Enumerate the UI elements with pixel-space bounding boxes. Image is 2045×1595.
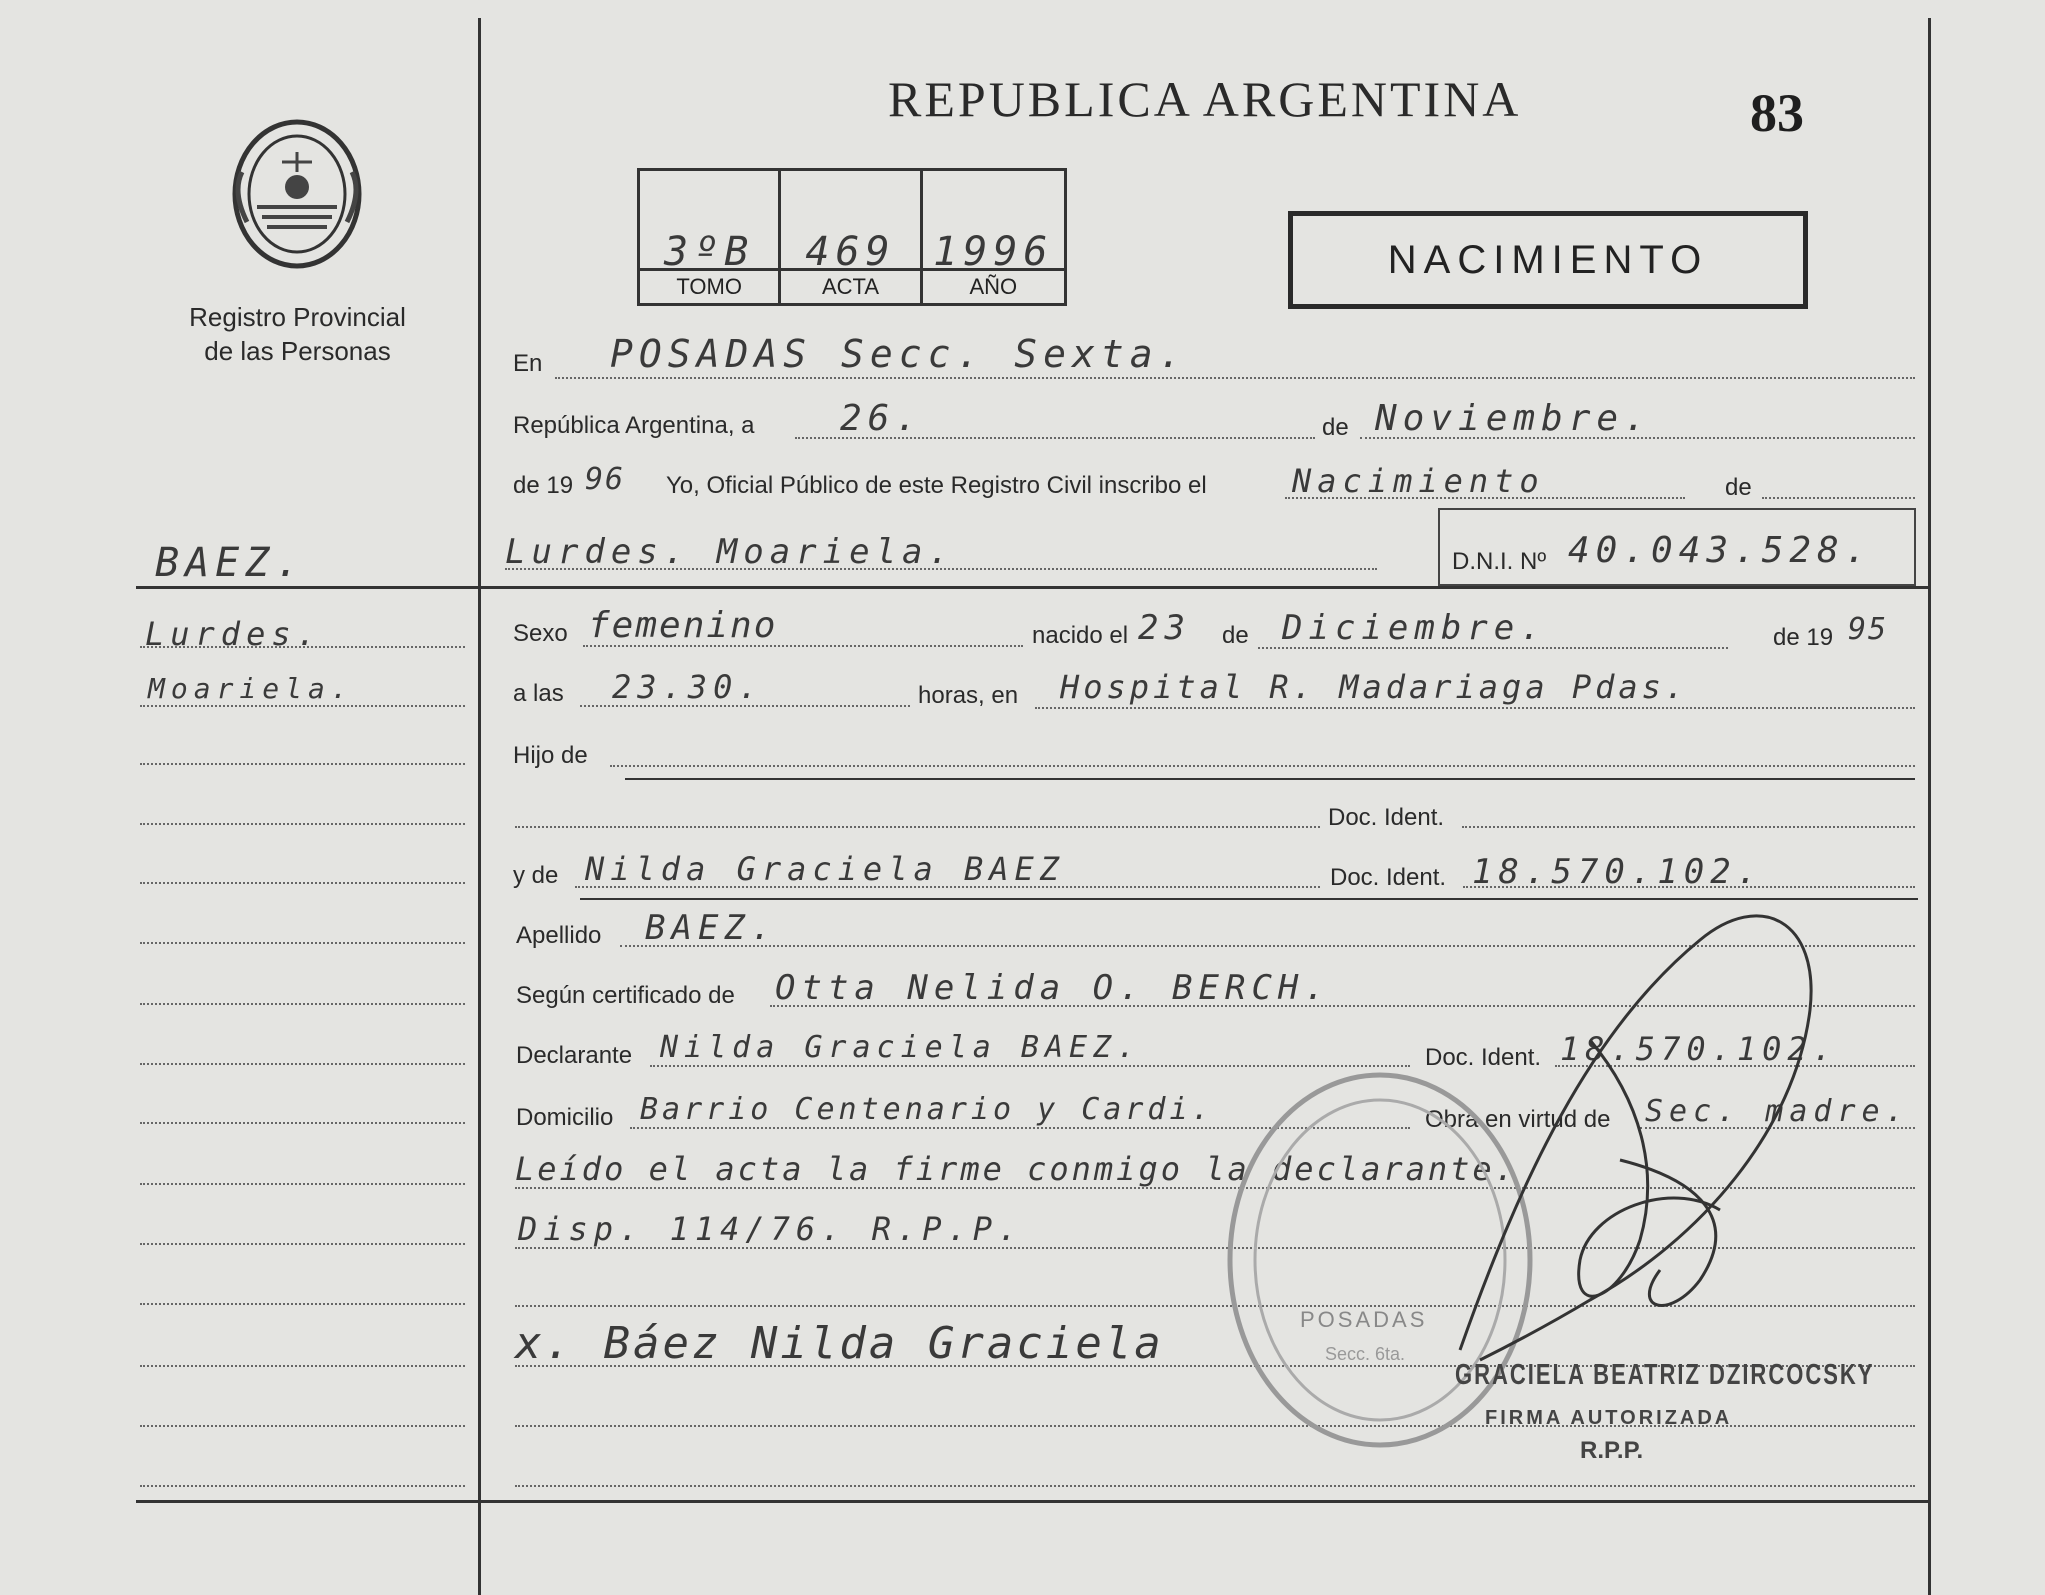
acta-value: 469 bbox=[805, 229, 896, 275]
tomo-label: TOMO bbox=[640, 268, 778, 303]
officer-name-stamp: GRACIELA BEATRIZ DZIRCOCSKY bbox=[1455, 1358, 1875, 1391]
birth-day-value: 23 bbox=[1138, 608, 1191, 648]
margin-line bbox=[140, 942, 465, 944]
sexo-label: Sexo bbox=[513, 620, 568, 647]
segun-value: Otta Nelida O. BERCH. bbox=[775, 968, 1331, 1008]
record-number-table bbox=[637, 168, 1067, 306]
yo-oficial-label: Yo, Oficial Público de este Registro Civil inscribo el bbox=[666, 472, 1207, 499]
margin-line bbox=[140, 763, 465, 765]
month-value: Noviembre. bbox=[1375, 398, 1652, 439]
hijo-de-line bbox=[610, 765, 1915, 767]
hijo-de-label: Hijo de bbox=[513, 742, 588, 769]
day-value: 26. bbox=[840, 398, 924, 439]
margin-line bbox=[140, 1425, 465, 1427]
inscribo-value: Nacimiento bbox=[1292, 462, 1545, 500]
stamp-city: POSADAS bbox=[1300, 1307, 1428, 1332]
page-number: 83 bbox=[1750, 83, 1804, 143]
anio-value: 1996 bbox=[933, 229, 1054, 275]
mother-doc-value: 18.570.102. bbox=[1472, 852, 1764, 892]
horas-en-label: horas, en bbox=[918, 682, 1019, 709]
birth-month-value: Diciembre. bbox=[1282, 608, 1547, 648]
margin-surname: BAEZ. bbox=[155, 540, 306, 586]
hour-value: 23.30. bbox=[612, 668, 764, 706]
de-label: de bbox=[1322, 414, 1349, 441]
blank-line bbox=[515, 1485, 1915, 1487]
margin-line bbox=[140, 1243, 465, 1245]
republica-label: República Argentina, a bbox=[513, 412, 755, 439]
margin-line bbox=[140, 1063, 465, 1065]
margin-line bbox=[140, 1122, 465, 1124]
apellido-value: BAEZ. bbox=[645, 908, 778, 948]
margin-line bbox=[140, 1183, 465, 1185]
margin-line bbox=[140, 1003, 465, 1005]
margin-line bbox=[140, 823, 465, 825]
declarante-doc-value: 18.570.102. bbox=[1560, 1030, 1838, 1068]
left-column-divider bbox=[478, 18, 481, 1595]
anio-label: AÑO bbox=[923, 268, 1064, 303]
acta-cell bbox=[781, 171, 922, 303]
record-type-box: NACIMIENTO bbox=[1288, 211, 1808, 309]
registry-name-line1: Registro Provincial bbox=[189, 302, 406, 332]
registry-name-line2: de las Personas bbox=[204, 336, 391, 366]
anio-cell bbox=[923, 171, 1064, 303]
stamp-section: Secc. 6ta. bbox=[1325, 1344, 1406, 1364]
y-de-label: y de bbox=[513, 862, 559, 889]
sexo-value: femenino bbox=[588, 605, 778, 646]
page-title: REPUBLICA ARGENTINA bbox=[888, 71, 1522, 127]
place-value: Hospital R. Madariaga Pdas. bbox=[1060, 668, 1689, 706]
margin-given-name-2: Moariela. bbox=[148, 672, 354, 705]
acta-label: ACTA bbox=[781, 268, 919, 303]
de-label-2: de bbox=[1725, 474, 1752, 501]
segun-label: Según certificado de bbox=[516, 982, 735, 1009]
firma-autorizada-stamp: FIRMA AUTORIZADA bbox=[1485, 1407, 1733, 1429]
year-prefix-label: de 19 bbox=[513, 472, 574, 499]
en-line bbox=[555, 377, 1915, 379]
provincial-emblem-icon bbox=[222, 112, 372, 277]
margin-line bbox=[140, 1365, 465, 1367]
obra-label: Obra en virtud de bbox=[1425, 1106, 1611, 1133]
rpp-stamp: R.P.P. bbox=[1580, 1437, 1644, 1464]
registry-name bbox=[170, 300, 425, 368]
place-line bbox=[1035, 707, 1915, 709]
declarante-signature: x. Báez Nilda Graciela bbox=[515, 1318, 1164, 1369]
right-border bbox=[1928, 18, 1931, 1595]
margin-line bbox=[140, 1303, 465, 1305]
margin-line bbox=[140, 705, 465, 707]
nacido-label: nacido el bbox=[1032, 622, 1129, 649]
obra-value: Sec. madre. bbox=[1645, 1094, 1910, 1129]
birth-year-suffix-value: 95 bbox=[1848, 612, 1889, 647]
tomo-value: 3ºB bbox=[664, 229, 755, 275]
margin-line bbox=[140, 882, 465, 884]
note-line-2-text: Disp. 114/76. R.P.P. bbox=[518, 1210, 1024, 1248]
declarante-label: Declarante bbox=[516, 1042, 633, 1069]
en-label: En bbox=[513, 350, 543, 377]
de-line-2 bbox=[1762, 497, 1915, 499]
margin-line bbox=[140, 646, 465, 648]
declarante-value: Nilda Graciela BAEZ. bbox=[660, 1030, 1142, 1065]
mother-doc-label: Doc. Ident. bbox=[1330, 864, 1447, 891]
father-doc-line bbox=[1462, 826, 1915, 828]
declarante-doc-label: Doc. Ident. bbox=[1425, 1044, 1542, 1071]
apellido-label: Apellido bbox=[516, 922, 602, 949]
officer-signature-icon bbox=[1440, 880, 1840, 1400]
margin-given-name-1: Lurdes. bbox=[145, 615, 322, 653]
margin-line bbox=[140, 1485, 465, 1487]
dni-label: D.N.I. Nº bbox=[1452, 548, 1547, 575]
hijo-de-strike-line bbox=[625, 778, 1915, 780]
footer-separator bbox=[136, 1500, 1928, 1503]
doc-ident-label: Doc. Ident. bbox=[1328, 804, 1445, 831]
en-value: POSADAS Secc. Sexta. bbox=[610, 332, 1188, 376]
birth-year-prefix-label: de 19 bbox=[1773, 624, 1834, 651]
header-separator bbox=[136, 586, 1928, 589]
tomo-cell bbox=[640, 171, 781, 303]
father-line bbox=[515, 826, 1320, 828]
child-name-value: Lurdes. Moariela. bbox=[505, 532, 955, 572]
domicilio-label: Domicilio bbox=[516, 1104, 614, 1131]
year-suffix-value: 96 bbox=[585, 462, 626, 497]
birth-de-label: de bbox=[1222, 622, 1249, 649]
note-line-1-text: Leído el acta la firme conmigo la declarante. bbox=[515, 1150, 1517, 1188]
dni-value: 40.043.528. bbox=[1568, 530, 1873, 571]
mother-value: Nilda Graciela BAEZ bbox=[585, 850, 1066, 888]
domicilio-value: Barrio Centenario y Cardi. bbox=[640, 1092, 1214, 1127]
a-las-label: a las bbox=[513, 680, 564, 707]
